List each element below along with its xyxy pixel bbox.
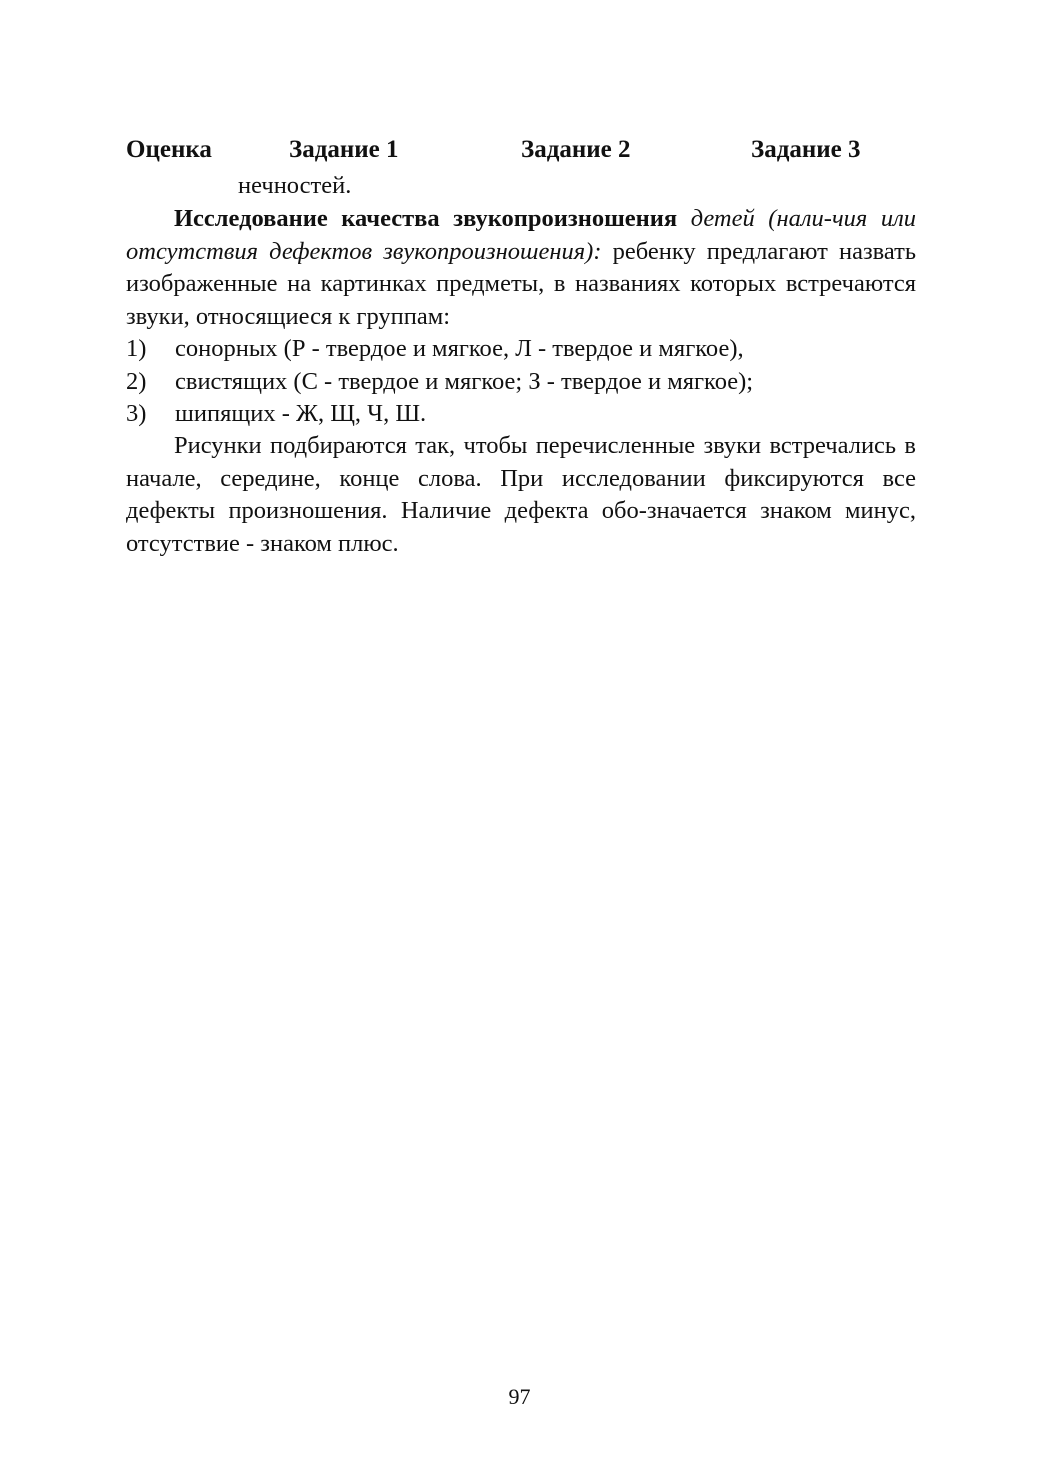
list-item-text: сонорных (Р - твердое и мягкое, Л - твердое и мягкое), (175, 335, 744, 362)
text-fragment: нечностей. (238, 172, 352, 199)
list-item (126, 333, 916, 366)
list-item (126, 366, 916, 399)
list-item-number: 3) (126, 400, 147, 427)
paragraph-bold-lead: Исследование качества звукопроизношения (174, 205, 678, 232)
header-cell-task-3: Задание 3 (751, 136, 861, 163)
list-item-number: 2) (126, 367, 147, 395)
list-item-text: свистящих (С - твердое и мягкое; З - твердое и мягкое); (175, 367, 754, 395)
paragraph-pictures: Рисунки подбираются так, чтобы перечисленные звуки встречались в начале, середине, конце слова. При исследовании фиксируются все дефекты произношения. Наличие дефекта обо-значается знаком минус, отсутствие - знаком плюс. (126, 432, 916, 557)
header-cell-task-1: Задание 1 (289, 136, 399, 163)
paragraph-rest: ребенку предлагают назвать изображенные на картинках предметы, в названиях которых встречаются звуки, относящиеся к группам: (126, 237, 916, 330)
page-number: 97 (508, 1384, 531, 1409)
sound-groups-list (126, 333, 916, 431)
list-item-text: шипящих - Ж, Щ, Ч, Ш. (175, 400, 427, 427)
paragraph-pronunciation (126, 203, 916, 333)
header-cell-grade: Оценка (126, 136, 212, 163)
list-item (126, 398, 916, 431)
header-cell-task-2: Задание 2 (521, 136, 631, 163)
table-header-row (0, 133, 1039, 167)
list-item-number: 1) (126, 335, 147, 362)
paragraph-italic-part: детей (нали-чия или отсутствия дефектов звукопроизношения): (126, 205, 917, 265)
